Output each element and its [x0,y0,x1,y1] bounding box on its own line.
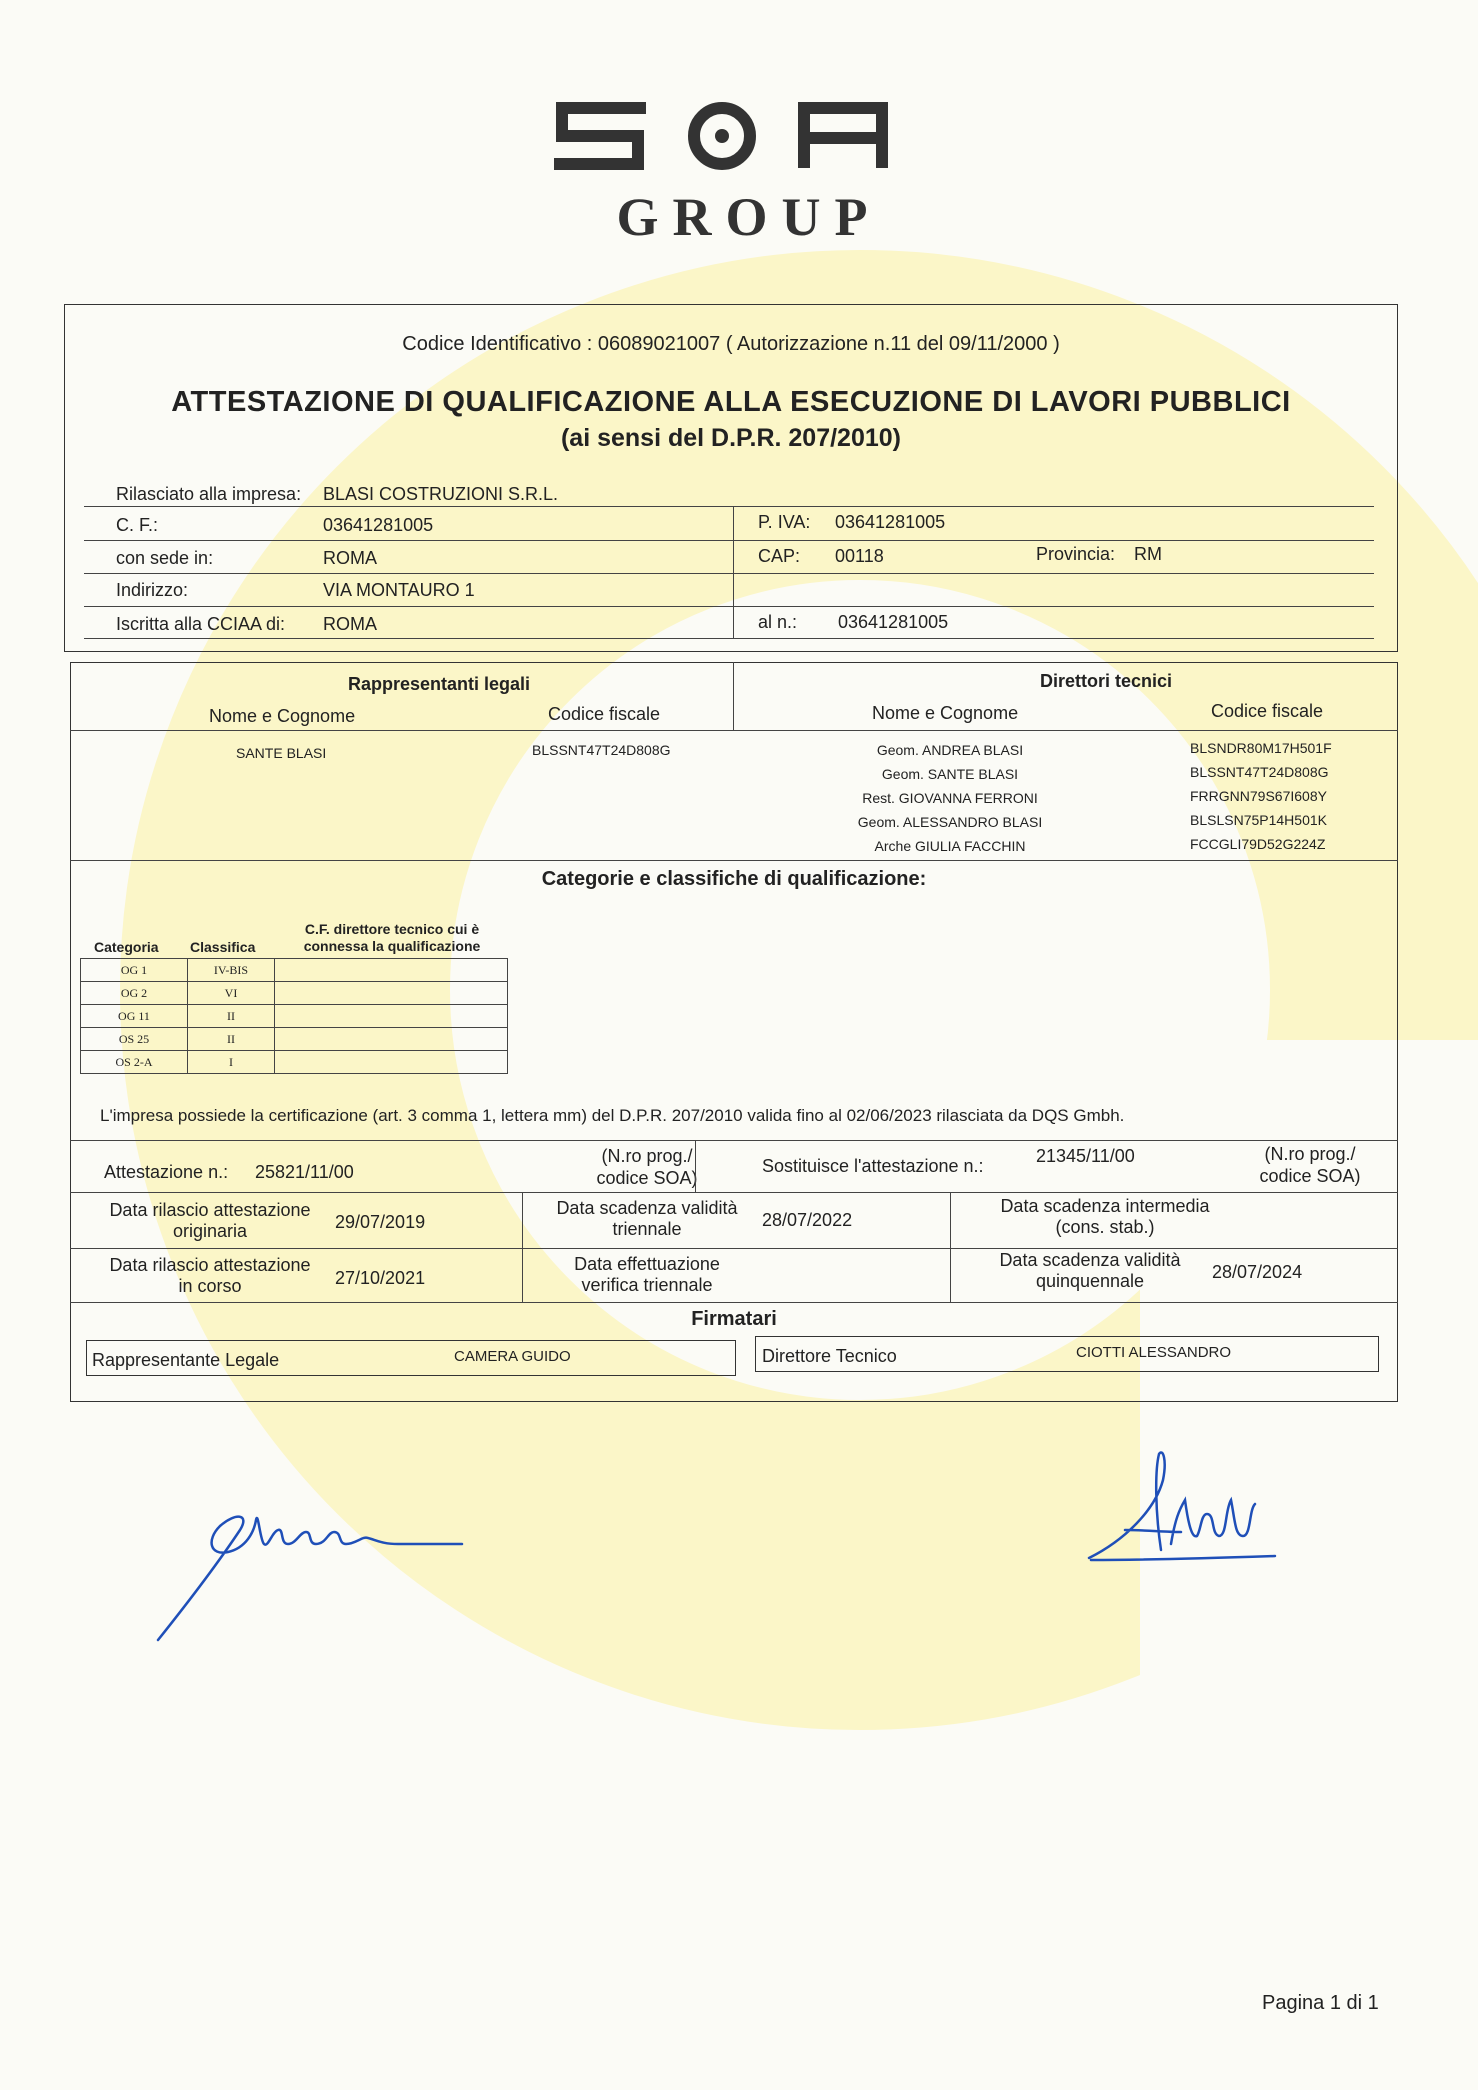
sede-label: con sede in: [116,548,214,568]
firmatari-title: Firmatari [691,1308,777,1330]
signature-legal-rep [150,1470,470,1650]
cat-col-cf-line2: connessa la qualificazione [303,938,481,954]
attestazione-value: 25821/11/00 [255,1162,354,1182]
cat-cell: OS 25 [81,1028,188,1051]
direttori-title: Direttori tecnici [1040,671,1173,691]
cciaa-value: ROMA [323,614,377,634]
dir-nome: Geom. ALESSANDRO BLASI [857,814,1043,830]
cf-label: C. F.: [116,515,159,535]
table-row [81,1051,508,1074]
cat-col-cf-line1: C.F. direttore tecnico cui è [304,921,480,937]
rilasciato-label: Rilasciato alla impresa: [116,484,302,504]
rapp-col-cf: Codice fiscale [548,704,661,724]
table-row [81,959,508,982]
cf-cell [275,959,508,982]
attestazione-label: Attestazione n.: [104,1162,229,1182]
cf-cell [275,1005,508,1028]
trien-value: 28/07/2022 [762,1210,853,1230]
piva-value: 03641281005 [835,512,946,532]
nro-prog-1-line1: (N.ro prog./ [601,1146,693,1166]
table-row [81,1005,508,1028]
indirizzo-label: Indirizzo: [116,580,189,600]
cf-cell [275,1051,508,1074]
dir-col-nome: Nome e Cognome [872,703,1019,723]
rl-label: Rappresentante Legale [92,1350,280,1370]
categories-table [80,958,508,1074]
corso-label-line2: in corso [178,1276,242,1296]
cls-cell: II [188,1005,275,1028]
corso-value: 27/10/2021 [335,1268,426,1288]
cls-cell: II [188,1028,275,1051]
dir-nome: Geom. SANTE BLASI [881,766,1019,782]
rapp-nome: SANTE BLASI [236,745,327,761]
dt-label: Direttore Tecnico [762,1346,897,1366]
nro-prog-2-line2: codice SOA) [1259,1166,1361,1186]
codice-identificativo: Codice Identificativo : 06089021007 ( Autorizzazione n.11 del 09/11/2000 ) [402,333,1060,355]
sede-value: ROMA [323,548,377,568]
table-row [81,982,508,1005]
quinq-label-line2: quinquennale [1035,1271,1145,1291]
nro-prog-1-line2: codice SOA) [596,1168,698,1188]
cf-cell [275,982,508,1005]
cf-value: 03641281005 [323,515,434,535]
categorie-title: Categorie e classifiche di qualificazione: [541,868,927,890]
rapp-col-nome: Nome e Cognome [209,706,356,726]
cls-cell: I [188,1051,275,1074]
sostituisce-value: 21345/11/00 [1036,1146,1135,1166]
dir-cf: BLSSNT47T24D808G [1190,764,1329,780]
cls-cell: VI [188,982,275,1005]
cf-cell [275,1028,508,1051]
page-number: Pagina 1 di 1 [1262,1992,1379,2014]
cat-col-classifica: Classifica [190,939,256,955]
logo-group-text: GROUP [616,187,882,247]
dir-cf: BLSNDR80M17H501F [1190,740,1332,756]
trien-label-line2: triennale [612,1219,682,1239]
provincia-label: Provincia: [1036,544,1116,564]
cat-col-categoria: Categoria [94,939,159,955]
cap-value: 00118 [835,546,884,566]
cat-cell: OS 2-A [81,1051,188,1074]
signature-technical-director [1085,1440,1285,1570]
rappresentanti-title: Rappresentanti legali [348,674,531,694]
company-name: BLASI COSTRUZIONI S.R.L. [323,484,559,504]
inter-label-line2: (cons. stab.) [1055,1217,1155,1237]
document-title: ATTESTAZIONE DI QUALIFICAZIONE ALLA ESECUZIONE DI LAVORI PUBBLICI [171,386,1291,418]
dir-cf: FRRGNN79S67I608Y [1190,788,1327,804]
quinq-label-line1: Data scadenza validità [999,1250,1181,1270]
dir-cf: FCCGLI79D52G224Z [1190,836,1326,852]
nro-prog-2-line1: (N.ro prog./ [1264,1144,1356,1164]
dir-cf: BLSLSN75P14H501K [1190,812,1327,828]
sostituisce-label: Sostituisce l'attestazione n.: [762,1156,984,1176]
orig-value: 29/07/2019 [335,1212,426,1232]
dt-value: CIOTTI ALESSANDRO [1076,1344,1232,1361]
table-row [81,1028,508,1051]
cat-cell: OG 1 [81,959,188,982]
document-subtitle: (ai sensi del D.P.R. 207/2010) [560,424,901,452]
quinq-value: 28/07/2024 [1212,1262,1303,1282]
corso-label-line1: Data rilascio attestazione [109,1255,311,1275]
rapp-cf: BLSSNT47T24D808G [532,742,671,758]
cap-label: CAP: [758,546,801,566]
verif-label-line2: verifica triennale [581,1275,713,1295]
cat-cell: OG 2 [81,982,188,1005]
aln-value: 03641281005 [838,612,949,632]
verif-label-line1: Data effettuazione [574,1254,720,1274]
soa-logo-mark [548,100,896,172]
dir-nome: Arche GIULIA FACCHIN [874,838,1026,854]
indirizzo-value: VIA MONTAURO 1 [323,580,475,600]
aln-label: al n.: [758,612,798,632]
certification-text: L'impresa possiede la certificazione (art. 3 comma 1, lettera mm) del D.P.R. 207/2010 valida fino al 02/06/2023 rilasciata da DQS Gmbh. [100,1106,1125,1125]
orig-label-line2: originaria [172,1221,248,1241]
company-section [64,304,1398,652]
piva-label: P. IVA: [758,512,811,532]
rl-value: CAMERA GUIDO [454,1348,571,1365]
cls-cell: IV-BIS [188,959,275,982]
dir-col-cf: Codice fiscale [1211,701,1324,721]
dir-nome: Geom. ANDREA BLASI [876,742,1024,758]
cciaa-label: Iscritta alla CCIAA di: [116,614,286,634]
provincia-value: RM [1134,544,1162,564]
inter-label-line1: Data scadenza intermedia [1000,1196,1210,1216]
orig-label-line1: Data rilascio attestazione [109,1200,311,1220]
cat-cell: OG 11 [81,1005,188,1028]
dir-nome: Rest. GIOVANNA FERRONI [862,790,1038,806]
trien-label-line1: Data scadenza validità [556,1198,738,1218]
